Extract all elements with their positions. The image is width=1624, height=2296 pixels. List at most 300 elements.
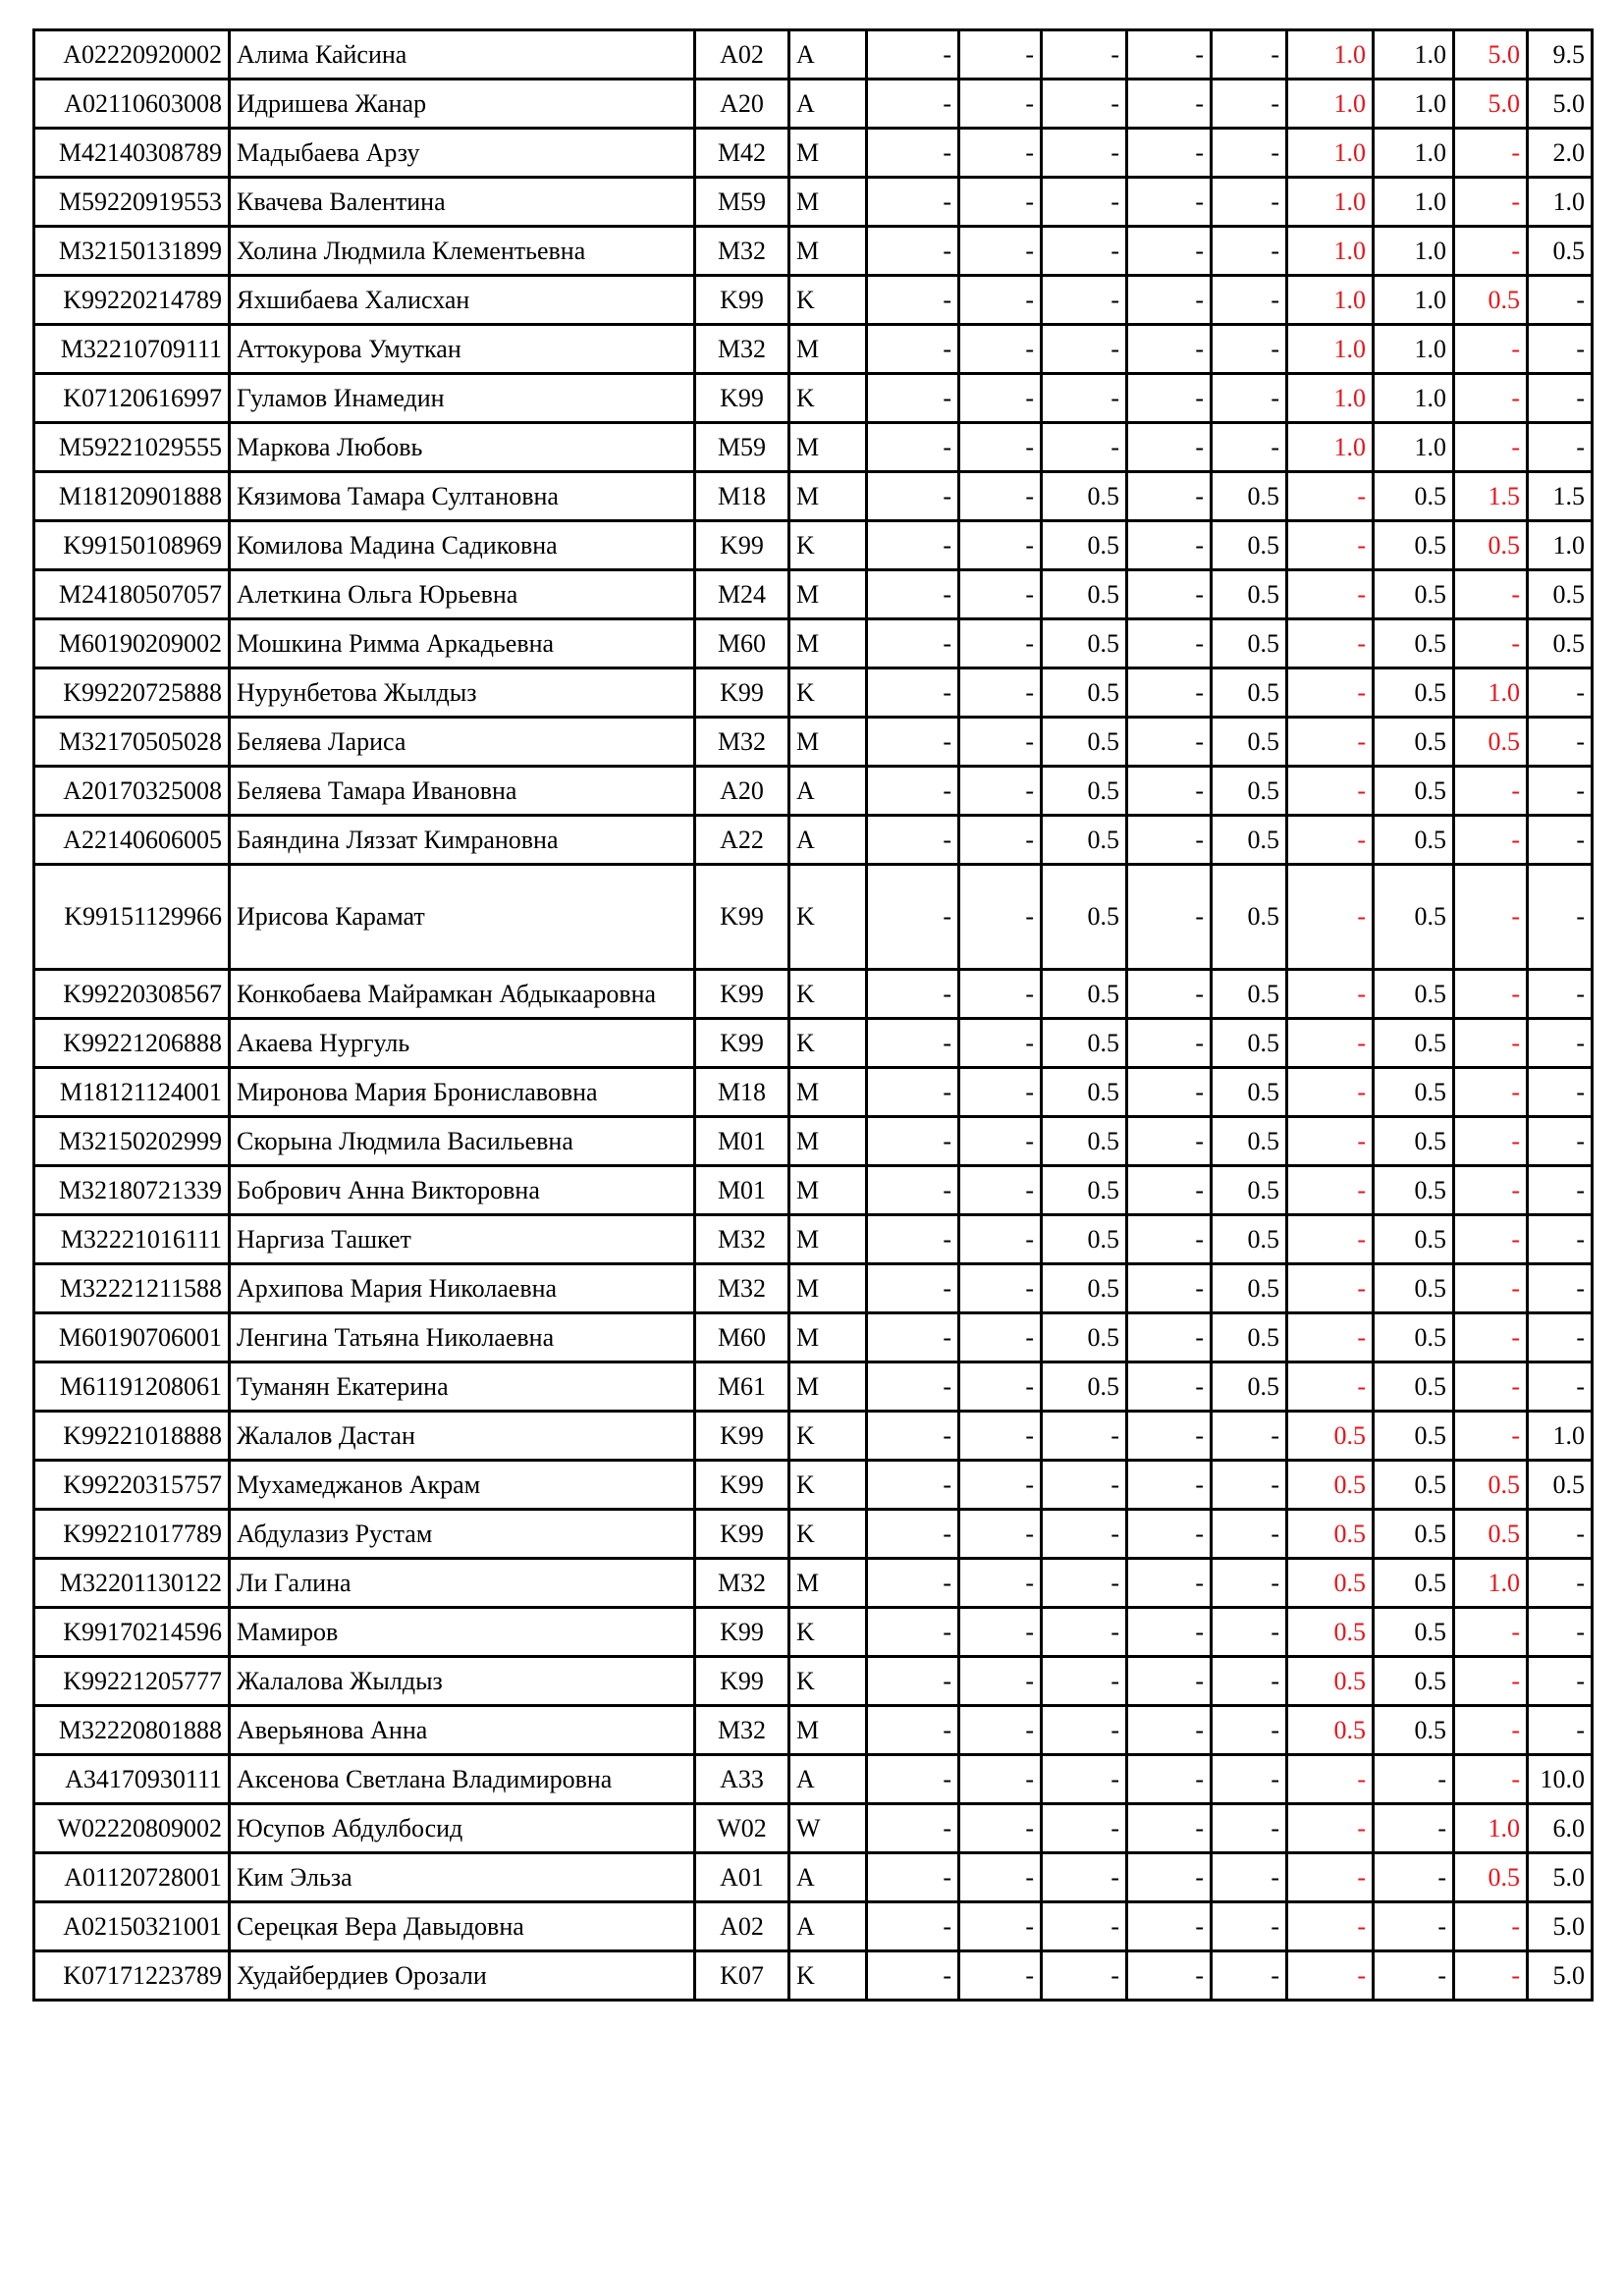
row-id-cell: A02220920002 (34, 30, 230, 80)
row-value-cell: - (959, 1608, 1042, 1657)
row-value-cell: - (1212, 1706, 1287, 1755)
row-value-cell: - (1042, 129, 1127, 178)
row-value-cell: 1.5 (1528, 472, 1593, 521)
row-id-cell: W02220809002 (34, 1804, 230, 1853)
row-category-cell: M (789, 1117, 867, 1166)
row-value-cell: - (1287, 521, 1374, 570)
row-value-cell: - (867, 718, 959, 767)
row-value-cell: - (1287, 970, 1374, 1019)
table-row (34, 1215, 1593, 1264)
row-value-cell: - (1042, 1657, 1127, 1706)
row-id-cell: M32170505028 (34, 718, 230, 767)
row-value-cell: - (1287, 718, 1374, 767)
row-value-cell: 0.5 (1287, 1657, 1374, 1706)
row-name-cell: Мамиров (230, 1608, 695, 1657)
row-value-cell: - (1287, 865, 1374, 970)
row-value-cell: - (1454, 1657, 1528, 1706)
row-value-cell: 0.5 (1212, 1362, 1287, 1412)
row-name-cell: Худайбердиев Орозали (230, 1951, 695, 2001)
row-value-cell: 5.0 (1528, 80, 1593, 129)
row-value-cell: - (1212, 423, 1287, 472)
row-name-cell: Миронова Мария Брониславовна (230, 1068, 695, 1117)
row-value-cell: - (1127, 1117, 1212, 1166)
row-value-cell: - (1454, 227, 1528, 276)
row-value-cell: 0.5 (1374, 1264, 1454, 1313)
row-value-cell: - (1127, 1559, 1212, 1608)
row-name-cell: Ли Галина (230, 1559, 695, 1608)
row-name-cell: Серецкая Вера Давыдовна (230, 1902, 695, 1951)
row-value-cell: - (867, 1755, 959, 1804)
row-code-cell: A01 (695, 1853, 789, 1902)
row-value-cell: - (1528, 1068, 1593, 1117)
row-value-cell: 1.0 (1287, 80, 1374, 129)
row-value-cell: - (1528, 816, 1593, 865)
row-value-cell: 0.5 (1042, 970, 1127, 1019)
row-value-cell: 0.5 (1042, 767, 1127, 816)
row-code-cell: M24 (695, 570, 789, 619)
row-value-cell: 0.5 (1042, 521, 1127, 570)
row-value-cell: - (1127, 1902, 1212, 1951)
row-id-cell: A01120728001 (34, 1853, 230, 1902)
row-value-cell: 0.5 (1528, 619, 1593, 668)
row-name-cell: Ким Эльза (230, 1853, 695, 1902)
row-value-cell: 1.0 (1374, 227, 1454, 276)
row-value-cell: - (1528, 865, 1593, 970)
row-value-cell: - (1212, 1657, 1287, 1706)
row-value-cell: - (959, 970, 1042, 1019)
row-value-cell: - (1528, 1117, 1593, 1166)
row-category-cell: A (789, 1755, 867, 1804)
row-category-cell: K (789, 1657, 867, 1706)
row-id-cell: K99221018888 (34, 1412, 230, 1461)
row-id-cell: K99221206888 (34, 1019, 230, 1068)
row-value-cell: - (1042, 1412, 1127, 1461)
row-value-cell: 0.5 (1042, 1264, 1127, 1313)
table-row (34, 1951, 1593, 2001)
table-row (34, 1313, 1593, 1362)
row-value-cell: 0.5 (1212, 816, 1287, 865)
row-value-cell: 1.0 (1287, 227, 1374, 276)
row-value-cell: - (1212, 1461, 1287, 1510)
row-value-cell: - (959, 1804, 1042, 1853)
row-category-cell: W (789, 1804, 867, 1853)
row-value-cell: 0.5 (1212, 1019, 1287, 1068)
row-value-cell: - (959, 865, 1042, 970)
row-id-cell: K07120616997 (34, 374, 230, 423)
row-value-cell: - (1454, 1313, 1528, 1362)
row-category-cell: M (789, 129, 867, 178)
row-code-cell: M59 (695, 178, 789, 227)
table-row (34, 718, 1593, 767)
row-value-cell: - (1212, 1804, 1287, 1853)
row-value-cell: - (1127, 1755, 1212, 1804)
row-value-cell: - (1287, 1902, 1374, 1951)
table-row (34, 1412, 1593, 1461)
row-name-cell: Ленгина Татьяна Николаевна (230, 1313, 695, 1362)
row-value-cell: - (1127, 1215, 1212, 1264)
row-id-cell: K99221017789 (34, 1510, 230, 1559)
row-value-cell: 1.0 (1374, 325, 1454, 374)
row-value-cell: 1.0 (1374, 276, 1454, 325)
row-value-cell: - (867, 423, 959, 472)
row-value-cell: - (1528, 1510, 1593, 1559)
row-category-cell: M (789, 227, 867, 276)
row-value-cell: - (1454, 619, 1528, 668)
row-code-cell: M01 (695, 1117, 789, 1166)
row-value-cell: 0.5 (1042, 1313, 1127, 1362)
row-value-cell: 1.0 (1287, 423, 1374, 472)
row-code-cell: M60 (695, 1313, 789, 1362)
row-value-cell: - (867, 1853, 959, 1902)
row-value-cell: - (1287, 1755, 1374, 1804)
row-value-cell: - (1528, 1313, 1593, 1362)
row-value-cell: - (1287, 1853, 1374, 1902)
row-value-cell: - (1127, 1313, 1212, 1362)
table-row (34, 1117, 1593, 1166)
row-value-cell: 0.5 (1528, 1461, 1593, 1510)
row-value-cell: - (1454, 970, 1528, 1019)
row-value-cell: - (1127, 1804, 1212, 1853)
row-value-cell: - (867, 767, 959, 816)
row-value-cell: - (1287, 619, 1374, 668)
row-value-cell: 0.5 (1042, 1019, 1127, 1068)
row-value-cell: 5.0 (1454, 80, 1528, 129)
row-name-cell: Абдулазиз Рустам (230, 1510, 695, 1559)
row-value-cell: 0.5 (1287, 1510, 1374, 1559)
table-row (34, 80, 1593, 129)
row-value-cell: - (1127, 30, 1212, 80)
row-value-cell: 0.5 (1042, 1117, 1127, 1166)
row-category-cell: K (789, 1461, 867, 1510)
row-category-cell: M (789, 619, 867, 668)
row-value-cell: 0.5 (1374, 1412, 1454, 1461)
row-value-cell: 0.5 (1212, 570, 1287, 619)
row-value-cell: - (1287, 1166, 1374, 1215)
row-value-cell: - (1287, 816, 1374, 865)
row-value-cell: - (1127, 570, 1212, 619)
row-code-cell: M61 (695, 1362, 789, 1412)
row-value-cell: - (1042, 1853, 1127, 1902)
row-value-cell: - (1212, 30, 1287, 80)
row-value-cell: - (1042, 1804, 1127, 1853)
row-value-cell: - (1454, 1117, 1528, 1166)
row-value-cell: - (1454, 1951, 1528, 2001)
row-value-cell: - (959, 1559, 1042, 1608)
row-value-cell: - (1127, 80, 1212, 129)
table-row (34, 1804, 1593, 1853)
row-value-cell: - (959, 423, 1042, 472)
row-value-cell: - (1212, 129, 1287, 178)
row-value-cell: 0.5 (1374, 970, 1454, 1019)
table-row (34, 1264, 1593, 1313)
row-value-cell: - (959, 80, 1042, 129)
row-value-cell: 0.5 (1374, 570, 1454, 619)
row-name-cell: Беляева Тамара Ивановна (230, 767, 695, 816)
row-value-cell: - (1127, 1264, 1212, 1313)
row-code-cell: M32 (695, 325, 789, 374)
row-name-cell: Гуламов Инамедин (230, 374, 695, 423)
row-code-cell: K99 (695, 1412, 789, 1461)
row-category-cell: K (789, 1510, 867, 1559)
row-value-cell: - (1212, 1951, 1287, 2001)
row-code-cell: A20 (695, 80, 789, 129)
row-value-cell: - (1042, 276, 1127, 325)
row-id-cell: K99150108969 (34, 521, 230, 570)
row-value-cell: 0.5 (1042, 472, 1127, 521)
row-name-cell: Холина Людмила Клементьевна (230, 227, 695, 276)
row-name-cell: Ирисова Карамат (230, 865, 695, 970)
row-value-cell: - (1127, 619, 1212, 668)
row-value-cell: - (1528, 970, 1593, 1019)
row-id-cell: K99220315757 (34, 1461, 230, 1510)
row-code-cell: M32 (695, 1559, 789, 1608)
row-name-cell: Аттокурова Умуткан (230, 325, 695, 374)
row-value-cell: - (1528, 1657, 1593, 1706)
row-value-cell: - (1287, 668, 1374, 718)
row-value-cell: 0.5 (1042, 570, 1127, 619)
row-id-cell: M60190706001 (34, 1313, 230, 1362)
row-name-cell: Мадыбаева Арзу (230, 129, 695, 178)
row-value-cell: - (1454, 1608, 1528, 1657)
row-name-cell: Архипова Мария Николаевна (230, 1264, 695, 1313)
row-value-cell: 0.5 (1042, 865, 1127, 970)
row-value-cell: - (1287, 1215, 1374, 1264)
table-row (34, 178, 1593, 227)
row-value-cell: - (1212, 178, 1287, 227)
row-code-cell: M42 (695, 129, 789, 178)
row-name-cell: Акаева Нургуль (230, 1019, 695, 1068)
row-value-cell: 0.5 (1042, 1215, 1127, 1264)
row-value-cell: 1.0 (1287, 276, 1374, 325)
table-row (34, 1706, 1593, 1755)
row-name-cell: Жалалов Дастан (230, 1412, 695, 1461)
table-row (34, 570, 1593, 619)
row-value-cell: - (1042, 1706, 1127, 1755)
row-value-cell: - (1127, 472, 1212, 521)
row-category-cell: K (789, 1412, 867, 1461)
row-code-cell: M32 (695, 1264, 789, 1313)
row-value-cell: - (1287, 1951, 1374, 2001)
row-value-cell: 0.5 (1374, 521, 1454, 570)
row-value-cell: - (1528, 1166, 1593, 1215)
row-value-cell: 0.5 (1212, 767, 1287, 816)
row-value-cell: - (1042, 1559, 1127, 1608)
row-value-cell: - (1212, 227, 1287, 276)
row-value-cell: - (1374, 1755, 1454, 1804)
table-row (34, 619, 1593, 668)
row-name-cell: Конкобаева Майрамкан Абдыкааровна (230, 970, 695, 1019)
row-value-cell: 1.0 (1287, 129, 1374, 178)
row-value-cell: 0.5 (1374, 472, 1454, 521)
row-value-cell: 1.0 (1374, 423, 1454, 472)
row-value-cell: - (867, 1412, 959, 1461)
row-name-cell: Кязимова Тамара Султановна (230, 472, 695, 521)
row-value-cell: - (959, 1902, 1042, 1951)
row-name-cell: Комилова Мадина Садиковна (230, 521, 695, 570)
row-category-cell: K (789, 521, 867, 570)
row-value-cell: - (1287, 1313, 1374, 1362)
row-id-cell: M32180721339 (34, 1166, 230, 1215)
row-value-cell: - (1127, 1362, 1212, 1412)
row-value-cell: - (1454, 1215, 1528, 1264)
row-id-cell: M32201130122 (34, 1559, 230, 1608)
row-value-cell: - (959, 1853, 1042, 1902)
row-value-cell: 0.5 (1042, 1362, 1127, 1412)
row-value-cell: 0.5 (1374, 1510, 1454, 1559)
row-value-cell: - (867, 1902, 959, 1951)
row-id-cell: K07171223789 (34, 1951, 230, 2001)
row-value-cell: - (1042, 325, 1127, 374)
row-value-cell: - (1212, 1510, 1287, 1559)
row-name-cell: Жалалова Жылдыз (230, 1657, 695, 1706)
row-value-cell: 0.5 (1212, 718, 1287, 767)
row-value-cell: - (867, 129, 959, 178)
row-value-cell: - (959, 1019, 1042, 1068)
row-name-cell: Аксенова Светлана Владимировна (230, 1755, 695, 1804)
row-value-cell: 1.0 (1287, 374, 1374, 423)
row-value-cell: - (1127, 325, 1212, 374)
row-id-cell: M32210709111 (34, 325, 230, 374)
table-row (34, 816, 1593, 865)
row-value-cell: - (959, 1951, 1042, 2001)
row-value-cell: 1.0 (1374, 178, 1454, 227)
row-value-cell: 0.5 (1212, 1313, 1287, 1362)
row-value-cell: - (867, 668, 959, 718)
row-value-cell: 0.5 (1374, 1068, 1454, 1117)
row-value-cell: - (1127, 423, 1212, 472)
table-row (34, 1019, 1593, 1068)
row-value-cell: - (867, 1313, 959, 1362)
row-value-cell: - (867, 1117, 959, 1166)
row-value-cell: - (959, 276, 1042, 325)
row-value-cell: - (1042, 1461, 1127, 1510)
row-category-cell: A (789, 80, 867, 129)
row-code-cell: K99 (695, 1608, 789, 1657)
row-code-cell: M01 (695, 1166, 789, 1215)
row-value-cell: 0.5 (1374, 816, 1454, 865)
row-value-cell: - (959, 767, 1042, 816)
row-value-cell: - (1454, 423, 1528, 472)
row-value-cell: - (1528, 1019, 1593, 1068)
row-value-cell: - (1454, 865, 1528, 970)
row-value-cell: - (867, 1804, 959, 1853)
row-value-cell: 5.0 (1454, 30, 1528, 80)
row-value-cell: - (1287, 1117, 1374, 1166)
row-category-cell: M (789, 718, 867, 767)
row-value-cell: - (959, 178, 1042, 227)
row-category-cell: M (789, 423, 867, 472)
row-value-cell: - (1127, 1461, 1212, 1510)
row-value-cell: - (1287, 1362, 1374, 1412)
row-value-cell: - (1127, 718, 1212, 767)
row-code-cell: K99 (695, 668, 789, 718)
row-value-cell: - (1528, 1215, 1593, 1264)
row-value-cell: - (1127, 1510, 1212, 1559)
row-value-cell: - (1374, 1951, 1454, 2001)
row-value-cell: - (867, 178, 959, 227)
row-value-cell: 0.5 (1042, 619, 1127, 668)
row-category-cell: M (789, 325, 867, 374)
row-value-cell: - (1528, 276, 1593, 325)
row-code-cell: M32 (695, 718, 789, 767)
row-value-cell: 0.5 (1374, 1657, 1454, 1706)
row-value-cell: - (959, 472, 1042, 521)
row-code-cell: K99 (695, 374, 789, 423)
row-value-cell: - (1127, 1412, 1212, 1461)
row-value-cell: 0.5 (1454, 1461, 1528, 1510)
row-value-cell: - (959, 1510, 1042, 1559)
table-row (34, 1461, 1593, 1510)
row-value-cell: - (1454, 1706, 1528, 1755)
row-value-cell: 1.0 (1287, 30, 1374, 80)
row-value-cell: 0.5 (1374, 767, 1454, 816)
row-code-cell: K99 (695, 970, 789, 1019)
row-value-cell: - (867, 1559, 959, 1608)
row-category-cell: M (789, 1166, 867, 1215)
table-row (34, 374, 1593, 423)
row-name-cell: Аверьянова Анна (230, 1706, 695, 1755)
table-row (34, 1853, 1593, 1902)
row-value-cell: 5.0 (1528, 1902, 1593, 1951)
row-category-cell: M (789, 472, 867, 521)
row-value-cell: 0.5 (1374, 865, 1454, 970)
row-value-cell: - (867, 1264, 959, 1313)
row-value-cell: - (959, 1755, 1042, 1804)
row-name-cell: Баяндина Ляззат Кимрановна (230, 816, 695, 865)
table-row (34, 865, 1593, 970)
row-value-cell: - (1454, 178, 1528, 227)
row-value-cell: - (1528, 374, 1593, 423)
row-value-cell: - (959, 325, 1042, 374)
row-id-cell: M59221029555 (34, 423, 230, 472)
row-category-cell: K (789, 668, 867, 718)
row-value-cell: 0.5 (1042, 1166, 1127, 1215)
row-value-cell: 6.0 (1528, 1804, 1593, 1853)
row-value-cell: - (1042, 1608, 1127, 1657)
row-id-cell: A02150321001 (34, 1902, 230, 1951)
row-category-cell: K (789, 1608, 867, 1657)
row-value-cell: - (959, 668, 1042, 718)
row-value-cell: - (1528, 1264, 1593, 1313)
row-id-cell: K99221205777 (34, 1657, 230, 1706)
row-value-cell: 0.5 (1374, 1461, 1454, 1510)
row-value-cell: 0.5 (1374, 1362, 1454, 1412)
row-value-cell: - (1212, 1412, 1287, 1461)
row-code-cell: M60 (695, 619, 789, 668)
table-row (34, 1755, 1593, 1804)
row-category-cell: M (789, 1215, 867, 1264)
row-value-cell: 1.0 (1287, 325, 1374, 374)
table-row (34, 1510, 1593, 1559)
row-category-cell: K (789, 1951, 867, 2001)
row-id-cell: M59220919553 (34, 178, 230, 227)
row-code-cell: A02 (695, 1902, 789, 1951)
row-category-cell: A (789, 1853, 867, 1902)
row-id-cell: M32221016111 (34, 1215, 230, 1264)
row-value-cell: - (1127, 668, 1212, 718)
row-value-cell: - (1042, 30, 1127, 80)
row-value-cell: - (1042, 1755, 1127, 1804)
row-value-cell: 0.5 (1374, 1706, 1454, 1755)
row-value-cell: - (1454, 1755, 1528, 1804)
row-value-cell: 0.5 (1212, 1264, 1287, 1313)
row-value-cell: - (1287, 1068, 1374, 1117)
row-value-cell: - (1042, 374, 1127, 423)
row-value-cell: 0.5 (1528, 227, 1593, 276)
row-value-cell: - (1127, 374, 1212, 423)
row-value-cell: - (959, 1117, 1042, 1166)
row-value-cell: 0.5 (1454, 521, 1528, 570)
